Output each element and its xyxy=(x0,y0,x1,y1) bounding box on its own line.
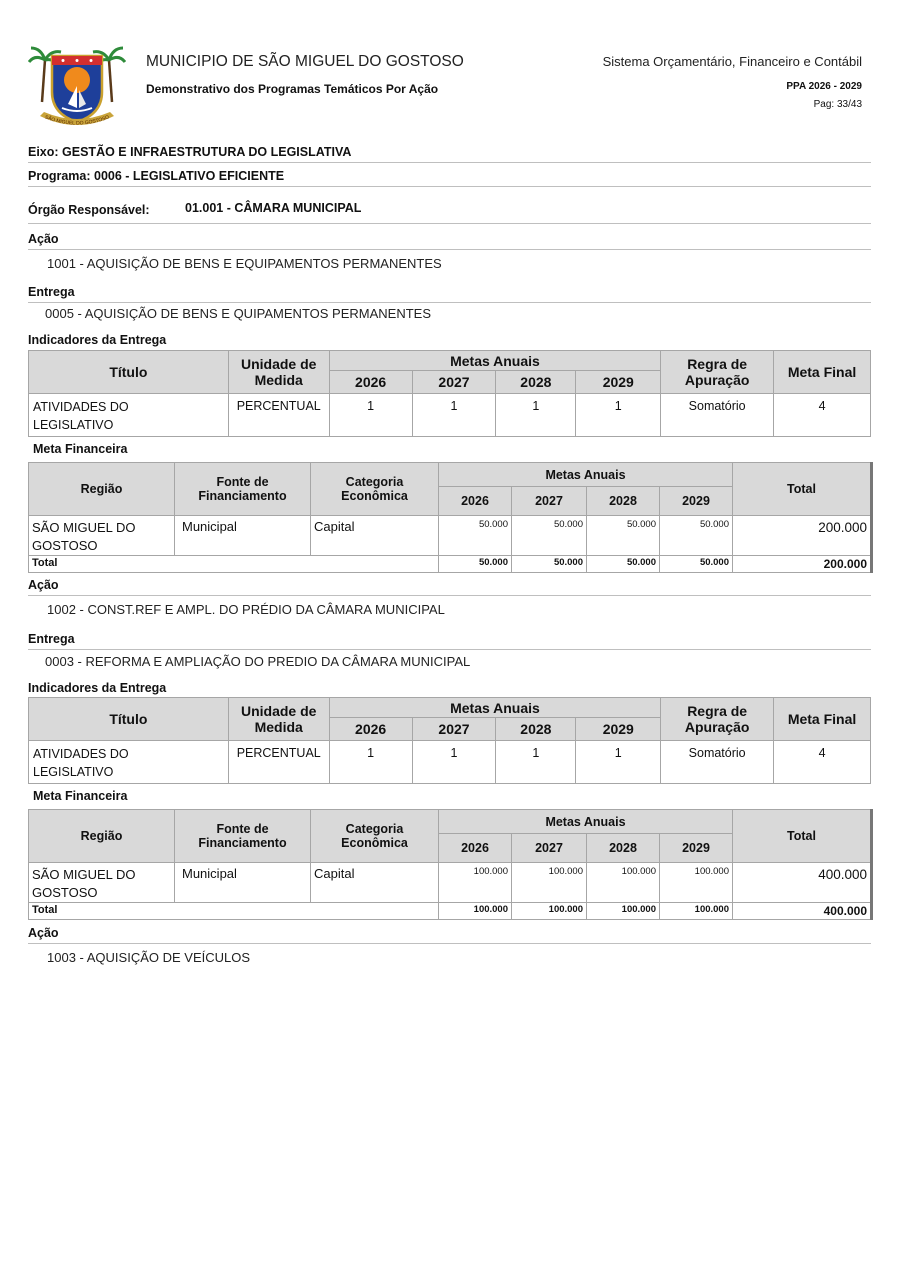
acao-description: 1002 - CONST.REF E AMPL. DO PRÉDIO DA CÂMARA MUNICIPAL xyxy=(47,602,445,617)
report-title: Demonstrativo dos Programas Temáticos Por Ação xyxy=(146,82,439,96)
col-year: 2026 xyxy=(329,371,412,394)
col-year: 2026 xyxy=(439,487,512,516)
col-metas-anuais: Metas Anuais xyxy=(329,351,661,371)
municipality-name: MUNICIPIO DE SÃO MIGUEL DO GOSTOSO xyxy=(146,53,464,70)
system-name: Sistema Orçamentário, Financeiro e Contábil xyxy=(602,54,862,69)
totals-row xyxy=(29,556,872,573)
grand-total-cell: 400.000 xyxy=(733,903,872,920)
col-unidade: Unidade de Medida xyxy=(228,351,329,394)
indicator-meta-final: 4 xyxy=(774,741,871,784)
page-number: Pag: 33/43 xyxy=(813,99,862,110)
meta-financeira-label: Meta Financeira xyxy=(33,442,128,456)
value-cell: 100.000 xyxy=(439,863,512,903)
col-year: 2029 xyxy=(660,487,733,516)
acao-description: 1001 - AQUISIÇÃO DE BENS E EQUIPAMENTOS PERMANENTES xyxy=(47,256,442,271)
indicator-meta-final: 4 xyxy=(774,394,871,437)
indicadores-label: Indicadores da Entrega xyxy=(28,681,167,695)
col-year: 2028 xyxy=(587,487,660,516)
col-total: Total xyxy=(733,810,872,863)
table-row xyxy=(29,394,871,437)
indicator-meta: 1 xyxy=(496,394,576,437)
indicadores-label: Indicadores da Entrega xyxy=(28,333,167,347)
value-cell: 50.000 xyxy=(660,516,733,556)
indicator-regra: Somatório xyxy=(661,741,774,784)
value-cell: 100.000 xyxy=(512,863,587,903)
table-row xyxy=(29,863,872,903)
col-fonte: Fonte de Financiamento xyxy=(175,463,311,516)
col-year: 2028 xyxy=(496,371,576,394)
divider xyxy=(28,223,871,224)
financial-table xyxy=(28,809,873,920)
acao-label: Ação xyxy=(28,926,871,944)
table-row xyxy=(29,516,872,556)
col-unidade: Unidade de Medida xyxy=(228,698,329,741)
indicator-title: ATIVIDADES DO LEGISLATIVO xyxy=(29,394,229,437)
acao-description: 1003 - AQUISIÇÃO DE VEÍCULOS xyxy=(47,950,251,965)
col-year: 2027 xyxy=(412,718,496,741)
col-year: 2028 xyxy=(587,834,660,863)
eixo-heading: Eixo: GESTÃO E INFRAESTRUTURA DO LEGISLATIVA xyxy=(28,145,871,163)
category-cell: Capital xyxy=(311,863,439,903)
indicator-meta: 1 xyxy=(412,741,496,784)
col-year: 2027 xyxy=(512,487,587,516)
total-value-cell: 100.000 xyxy=(439,903,512,920)
value-cell: 100.000 xyxy=(660,863,733,903)
totals-label: Total xyxy=(29,556,439,573)
logo-ribbon-text: SÃO MIGUEL DO GOSTOSO xyxy=(43,114,111,127)
col-year: 2026 xyxy=(329,718,412,741)
indicator-meta: 1 xyxy=(576,394,661,437)
value-cell: 100.000 xyxy=(587,863,660,903)
region-cell: SÃO MIGUEL DO GOSTOSO xyxy=(29,863,175,903)
totals-row xyxy=(29,903,872,920)
col-year: 2029 xyxy=(660,834,733,863)
table-row xyxy=(29,741,871,784)
programa-heading: Programa: 0006 - LEGISLATIVO EFICIENTE xyxy=(28,169,871,187)
grand-total-cell: 200.000 xyxy=(733,556,872,573)
col-year: 2027 xyxy=(412,371,496,394)
entrega-description: 0005 - AQUISIÇÃO DE BENS E QUIPAMENTOS PERMANENTES xyxy=(45,306,432,321)
col-metas-anuais: Metas Anuais xyxy=(329,698,661,718)
acao-label: Ação xyxy=(28,232,871,250)
indicator-meta: 1 xyxy=(412,394,496,437)
col-regra: Regra de Apuração xyxy=(661,698,774,741)
col-categoria: Categoria Econômica xyxy=(311,463,439,516)
totals-label: Total xyxy=(29,903,439,920)
value-cell: 50.000 xyxy=(587,516,660,556)
col-metas-anuais: Metas Anuais xyxy=(439,463,733,487)
source-cell: Municipal xyxy=(175,516,311,556)
indicator-meta: 1 xyxy=(329,741,412,784)
col-fonte: Fonte de Financiamento xyxy=(175,810,311,863)
indicator-unit: PERCENTUAL xyxy=(228,394,329,437)
col-regiao: Região xyxy=(29,463,175,516)
col-year: 2029 xyxy=(576,371,661,394)
total-value-cell: 50.000 xyxy=(512,556,587,573)
col-year: 2026 xyxy=(439,834,512,863)
municipal-coat-of-arms-logo xyxy=(28,42,126,130)
col-meta-final: Meta Final xyxy=(774,351,871,394)
indicator-unit: PERCENTUAL xyxy=(228,741,329,784)
source-cell: Municipal xyxy=(175,863,311,903)
col-metas-anuais: Metas Anuais xyxy=(439,810,733,834)
financial-table xyxy=(28,462,873,573)
meta-financeira-label: Meta Financeira xyxy=(33,789,128,803)
acao-label: Ação xyxy=(28,578,871,596)
col-categoria: Categoria Econômica xyxy=(311,810,439,863)
total-value-cell: 100.000 xyxy=(587,903,660,920)
entrega-description: 0003 - REFORMA E AMPLIAÇÃO DO PREDIO DA CÂMARA MUNICIPAL xyxy=(45,654,471,669)
col-year: 2029 xyxy=(576,718,661,741)
indicator-meta: 1 xyxy=(329,394,412,437)
value-cell: 50.000 xyxy=(439,516,512,556)
col-year: 2027 xyxy=(512,834,587,863)
indicator-meta: 1 xyxy=(576,741,661,784)
indicator-regra: Somatório xyxy=(661,394,774,437)
row-total-cell: 400.000 xyxy=(733,863,872,903)
indicators-table xyxy=(28,350,871,437)
orgao-label: Órgão Responsável: xyxy=(28,203,150,217)
indicator-meta: 1 xyxy=(496,741,576,784)
col-total: Total xyxy=(733,463,872,516)
total-value-cell: 50.000 xyxy=(660,556,733,573)
region-cell: SÃO MIGUEL DO GOSTOSO xyxy=(29,516,175,556)
total-value-cell: 50.000 xyxy=(587,556,660,573)
total-value-cell: 50.000 xyxy=(439,556,512,573)
col-regra: Regra de Apuração xyxy=(661,351,774,394)
category-cell: Capital xyxy=(311,516,439,556)
col-meta-final: Meta Final xyxy=(774,698,871,741)
col-titulo: Título xyxy=(29,698,229,741)
orgao-value: 01.001 - CÂMARA MUNICIPAL xyxy=(185,201,362,215)
ppa-period: PPA 2026 - 2029 xyxy=(786,81,862,92)
indicator-title: ATIVIDADES DO LEGISLATIVO xyxy=(29,741,229,784)
total-value-cell: 100.000 xyxy=(512,903,587,920)
row-total-cell: 200.000 xyxy=(733,516,872,556)
indicators-table xyxy=(28,697,871,784)
entrega-label: Entrega xyxy=(28,632,871,650)
entrega-label: Entrega xyxy=(28,285,871,303)
col-regiao: Região xyxy=(29,810,175,863)
col-year: 2028 xyxy=(496,718,576,741)
col-titulo: Título xyxy=(29,351,229,394)
value-cell: 50.000 xyxy=(512,516,587,556)
total-value-cell: 100.000 xyxy=(660,903,733,920)
